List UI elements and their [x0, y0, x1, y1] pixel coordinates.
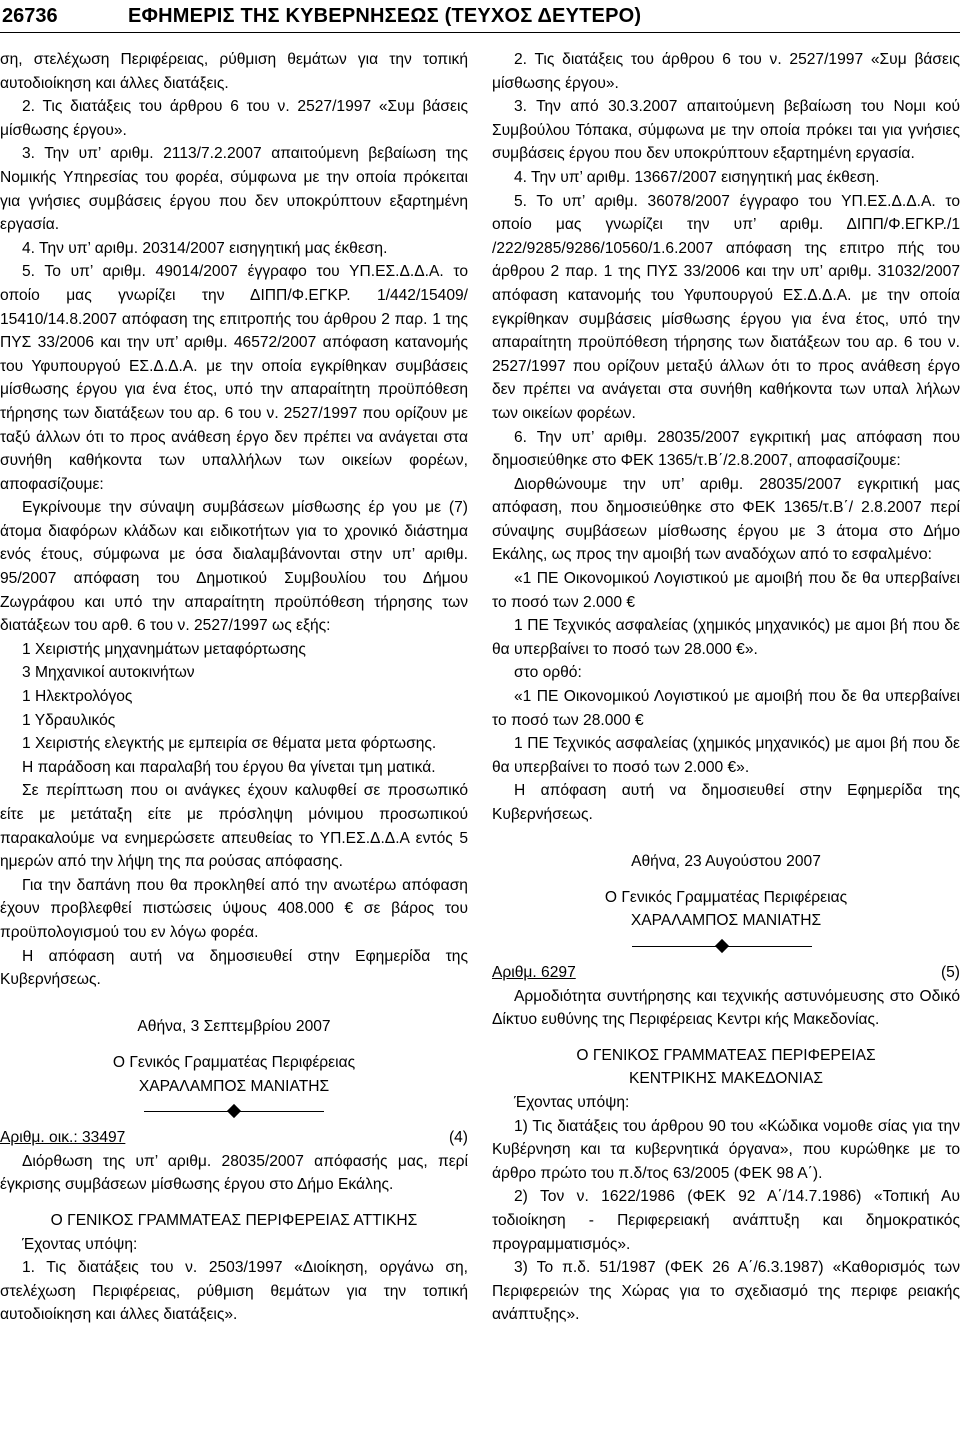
paragraph: 5. Το υπ’ αριθμ. 49014/2007 έγγραφο του ΥΠ.ΕΣ.Δ.Δ.Α. το οποίο μας γνωρίζει την ΔΙΠΠ/Φ.ΕΓΚΡ. 1/442/15409/ 15410/14.8.2007 απόφαση της επιτροπής του άρθρου 2 παρ. 1 της ΠΥΣ 33/2006 και την υπ’ αριθμ. 46572/2007 απόφαση κατανομής του Υφυπουργού ΕΣ.Δ.Δ.Α. με την οποία εγκρίθηκαν συμβάσεις μίσθωσης έργου για ένα έτος, υπό την απαραίτητη προϋπόθεση τήρησης των διατάξεων του αρ. 6 του ν. 2527/1997 που ορίζουν με ταξύ άλλων ότι το προς ανάθεση έργο δεν πρέπει να ανάγεται στα συνήθη καθήκοντα των υπαλλήλων των οικείων φορέων, αποφασίζουμε:: [0, 263, 468, 493]
list-item: 1 Ηλεκτρολόγος: [22, 688, 133, 706]
paragraph: 3. Την από 30.3.2007 απαιτούμενη βεβαίωση του Νομι κού Συμβούλου Τόπακα, σύμφωνα με την οποία πρόκει ται για γνήσιες συμβάσεις έργου που δεν υποκρύπτουν εξαρτημένη εργασία.: [492, 98, 960, 163]
page-number: 26736: [2, 5, 58, 27]
paragraph: Σε περίπτωση που οι ανάγκες έχουν καλυφθεί σε προσωπικό είτε με μετάταξη είτε με πρόσληψη μόνιμου προσωπικού παρακαλούμε να ενημερώσετε απευθείας το ΥΠ.ΕΣ.Δ.Δ.Α εντός 5 ημερών από την λήψη της πα ρούσας απόφασης.: [0, 782, 468, 871]
section-separator: [0, 1102, 468, 1122]
issuing-authority: Ο ΓΕΝΙΚΟΣ ΓΡΑΜΜΑΤΕΑΣ ΠΕΡΙΦΕΡΕΙΑΣ ΑΤΤΙΚΗΣ: [50, 1211, 418, 1229]
list-item: 1 Χειριστής ελεγκτής με εμπειρία σε θέματα μετα φόρτωσης.: [22, 735, 437, 753]
list-item: 3 Μηχανικοί αυτοκινήτων: [22, 664, 195, 682]
signer-title: Ο Γενικός Γραμματέας Περιφέρειας: [604, 888, 848, 906]
paragraph: ση, στελέχωση Περιφέρειας, ρύθμιση θεμάτων για την τοπική αυτοδιοίκηση και άλλες διατάξεις.: [0, 51, 468, 92]
section-separator: [492, 937, 960, 957]
decision-number: Αριθμ. οικ.: 33497: [0, 1129, 126, 1147]
issuing-authority-line1: Ο ΓΕΝΙΚΟΣ ΓΡΑΜΜΑΤΕΑΣ ΠΕΡΙΦΕΡΕΙΑΣ: [576, 1046, 876, 1064]
signer-title: Ο Γενικός Γραμματέας Περιφέρειας: [112, 1053, 356, 1071]
diamond-icon: [715, 939, 729, 953]
date-place: Αθήνα, 23 Αυγούστου 2007: [631, 853, 821, 871]
paragraph: 2. Τις διατάξεις του άρθρου 6 του ν. 2527/1997 «Συμ βάσεις μίσθωσης έργου».: [492, 51, 960, 92]
signer-name: ΧΑΡΑΛΑΜΠΟΣ ΜΑΝΙΑΤΗΣ: [138, 1077, 330, 1095]
paragraph: 4. Την υπ’ αριθμ. 20314/2007 εισηγητική μας έκθεση.: [22, 239, 388, 257]
paragraph: Εγκρίνουμε την σύναψη συμβάσεων μίσθωσης έρ γου με (7) άτομα διαφόρων κλάδων και ειδικοτήτων για το χρονικό διάστημα ενός έτους, σύμφωνα με όσα διαλαμβάνονται στην υπ’ αριθμ. 95/2007 απόφαση του Δημοτικού Συμβουλίου του Δήμου Ζωγράφου και υπό την απαραίτητη προϋπόθεση τήρησης των διατάξεων του αρθ. 6 του ν. 2527/1997 ως εξής:: [0, 499, 468, 635]
paragraph: 5. Το υπ’ αριθμ. 36078/2007 έγγραφο του ΥΠ.ΕΣ.Δ.Δ.Α. το οποίο μας γνωρίζει την υπ’ αριθμ. ΔΙΠΠ/Φ.ΕΓΚΡ./1 /222/9285/9286/10560/1.6.2007 απόφαση της επιτρο πής του άρθρου 2 παρ. 1 της ΠΥΣ 33/2006 και την υπ’ αριθμ. 31032/2007 απόφαση κατανομής του Υφυπουργού ΕΣ.Δ.Δ.Α. με την οποία εγκρίθηκαν συμβάσεις μίσθωσης έργου για ένα έτος, υπό την απαραίτητη προϋπόθεση τήρησης των διατάξεων του αρ. 6 του ν. 2527/1997 που ορίζουν μεταξύ άλλων ότι το προς ανάθεση έργο δεν πρέπει να ανάγεται στα συνήθη καθήκοντα των υπαλ λήλων των οικείων φορέων.: [492, 192, 960, 422]
paragraph: Για την δαπάνη που θα προκληθεί από την ανωτέρω απόφαση έχουν προβλεφθεί πιστώσεις ύψους 408.000 € σε βάρος του προϋπολογισμού του εν λόγω φορέα.: [0, 876, 468, 941]
issuing-authority-line2: ΚΕΝΤΡΙΚΗΣ ΜΑΚΕΔΟΝΙΑΣ: [628, 1070, 823, 1088]
decision-heading: [0, 1126, 468, 1150]
having-regard: Έχοντας υπόψη:: [514, 1093, 630, 1111]
paragraph: 2. Τις διατάξεις του άρθρου 6 του ν. 2527/1997 «Συμ βάσεις μίσθωσης έργου».: [0, 98, 468, 139]
paragraph: Η απόφαση αυτή να δημοσιευθεί στην Εφημερίδα της Κυβερνήσεως.: [0, 947, 468, 989]
having-regard: Έχοντας υπόψη:: [22, 1235, 138, 1253]
diamond-icon: [227, 1104, 241, 1118]
paragraph: 2) Τον ν. 1622/1986 (ΦΕΚ 92 Α΄/14.7.1986) «Τοπική Αυ τοδιοίκηση - Περιφερειακή ανάπτυξη και δημοκρατικός προγραμματισμός».: [492, 1188, 960, 1253]
paragraph: Διορθώνουμε την υπ’ αριθμ. 28035/2007 εγκριτική μας απόφαση, που δημοσιεύθηκε στο ΦΕΚ 1365/τ.Β΄/ 2.8.2007 περί σύναψης συμβάσεων μίσθωσης έργου με 3 άτομα στο Δήμο Εκάλης, ως προς την αμοιβή των αναδόχων από το εσφαλμένο:: [492, 475, 960, 564]
list-item: 1 Υδραυλικός: [22, 711, 116, 729]
signer-name: ΧΑΡΑΛΑΜΠΟΣ ΜΑΝΙΑΤΗΣ: [630, 912, 822, 930]
paragraph: 1 ΠΕ Τεχνικός ασφαλείας (χημικός μηχανικός) με αμοι βή που δε θα υπερβαίνει το ποσό των 28.000 €».: [492, 617, 960, 658]
decision-title: Αρμοδιότητα συντήρησης και τεχνικής αστυνόμευσης στο Οδικό Δίκτυο ευθύνης της Περιφέρειας Κεντρι κής Μακεδονίας.: [492, 987, 960, 1029]
list-item: 1 Χειριστής μηχανημάτων μεταφόρτωσης: [22, 640, 306, 658]
paragraph: 1) Τις διατάξεις του άρθρου 90 του «Κώδικα νομοθε σίας για την Κυβέρνηση και τα κυβερνητικά όργανα», που κυρώθηκε με το άρθρο πρώτο του π.δ/τος 63/2005 (ΦΕΚ 98 Α΄).: [492, 1117, 960, 1182]
right-column: [492, 48, 960, 1327]
paragraph: Η απόφαση αυτή να δημοσιευθεί στην Εφημερίδα της Κυβερνήσεως.: [492, 782, 960, 823]
paragraph: «1 ΠΕ Οικονομικού Λογιστικού με αμοιβή που δε θα υπερβαίνει το ποσό των 28.000 €: [492, 688, 960, 729]
left-column: [0, 48, 468, 1327]
paragraph: στο ορθό:: [514, 664, 582, 682]
decision-number: Αριθμ. 6297: [492, 963, 576, 981]
paragraph: 3. Την υπ’ αριθμ. 2113/7.2.2007 απαιτούμενη βεβαίωση της Νομικής Υπηρεσίας του φορέα, σύμφωνα με την οποία πρόκειται για γνήσιες συμβάσεις έργου που δεν υποκρύπτουν εξαρτημένη εργασία.: [0, 145, 468, 234]
paragraph: 3) Το π.δ. 51/1987 (ΦΕΚ 26 Α΄/6.3.1987) «Καθορισμός των Περιφερειών της Χώρας για το σχεδιασμό της περιφε ρειακής ανάπτυξης».: [492, 1259, 960, 1324]
decision-sequence: (5): [940, 963, 960, 981]
paragraph: Η παράδοση και παραλαβή του έργου θα γίνεται τμη ματικά.: [22, 758, 436, 776]
paragraph: 1. Τις διατάξεις του ν. 2503/1997 «Διοίκηση, οργάνω ση, στελέχωση Περιφέρειας, ρύθμιση θεμάτων για την τοπική αυτοδιοίκηση και άλλες διατάξεις».: [0, 1259, 468, 1324]
paragraph: 6. Την υπ’ αριθμ. 28035/2007 εγκριτική μας απόφαση που δημοσιεύθηκε στο ΦΕΚ 1365/τ.Β΄/2.8.2007, αποφασίζουμε:: [492, 428, 960, 470]
decision-heading: [492, 961, 960, 985]
journal-title: ΕΦΗΜΕΡΙΣ ΤΗΣ ΚΥΒΕΡΝΗΣΕΩΣ (ΤΕΥΧΟΣ ΔΕΥΤΕΡΟ): [128, 5, 642, 27]
page-header: [0, 0, 960, 33]
decision-title: Διόρθωση της υπ’ αριθμ. 28035/2007 απόφασής μας, περί έγκρισης συμβάσεων μίσθωσης έργου στο Δήμο Εκάλης.: [0, 1152, 468, 1194]
paragraph: 4. Την υπ’ αριθμ. 13667/2007 εισηγητική μας έκθεση.: [514, 168, 880, 186]
paragraph: «1 ΠΕ Οικονομικού Λογιστικού με αμοιβή που δε θα υπερβαίνει το ποσό των 2.000 €: [492, 570, 960, 611]
paragraph: 1 ΠΕ Τεχνικός ασφαλείας (χημικός μηχανικός) με αμοι βή που δε θα υπερβαίνει το ποσό των 2.000 €».: [492, 735, 960, 776]
date-place: Αθήνα, 3 Σεπτεμβρίου 2007: [137, 1018, 331, 1036]
decision-sequence: (4): [448, 1129, 468, 1147]
